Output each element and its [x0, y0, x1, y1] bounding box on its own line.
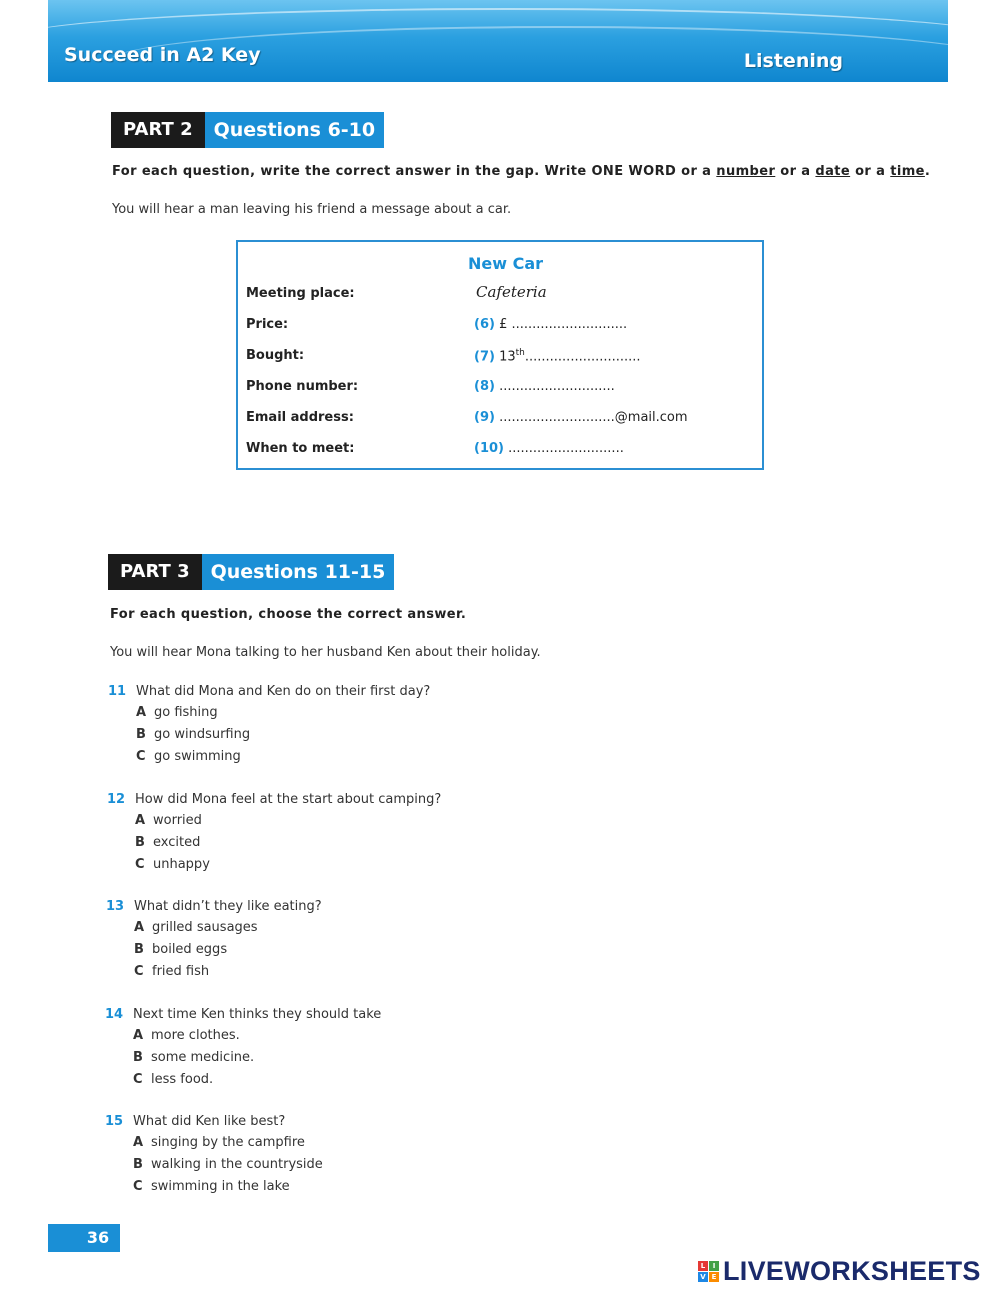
question-text: What didn’t they like eating?: [134, 899, 322, 914]
option-letter: B: [135, 835, 145, 850]
part3-intro: You will hear Mona talking to her husband Ken about their holiday.: [110, 645, 541, 660]
date-suffix: th: [515, 348, 525, 358]
part2-intro: You will hear a man leaving his friend a message about a car.: [112, 202, 512, 217]
option-b[interactable]: [134, 942, 227, 957]
gap-number: (9): [474, 410, 495, 425]
question-number: 13: [106, 899, 125, 914]
form-label: When to meet:: [246, 441, 355, 456]
option-text: grilled sausages: [152, 920, 258, 935]
form-title: New Car: [468, 254, 544, 273]
instruction-text: For each question, write the correct answer in the gap. Write ONE WORD or a: [112, 164, 712, 179]
question-text: What did Mona and Ken do on their first day?: [136, 684, 431, 699]
question-text: Next time Ken thinks they should take: [133, 1007, 382, 1022]
option-letter: C: [135, 857, 145, 872]
option-text: some medicine.: [151, 1050, 255, 1065]
gap-dots: ............................@mail.com: [499, 410, 688, 425]
answer-field-6[interactable]: [474, 317, 627, 332]
gap-dots: ............................: [508, 441, 624, 456]
option-b[interactable]: [136, 727, 250, 742]
gap-dots: £ ............................: [499, 317, 628, 332]
instruction-text: or a: [855, 164, 886, 179]
option-c[interactable]: [134, 964, 209, 979]
gap-dots: ............................: [499, 379, 615, 394]
logo-cell-e: E: [709, 1272, 719, 1282]
option-a[interactable]: [136, 705, 218, 720]
option-letter: B: [133, 1157, 143, 1172]
answer-field-7[interactable]: [474, 348, 641, 364]
option-text: go swimming: [154, 749, 241, 764]
part2-questions-label: Questions 6-10: [205, 112, 385, 148]
instruction-date: date: [815, 164, 851, 179]
form-row: [246, 348, 756, 372]
part3-label: PART 3: [108, 554, 202, 590]
option-text: more clothes.: [151, 1028, 240, 1043]
question-number: 14: [105, 1007, 124, 1022]
form-label: Meeting place:: [246, 286, 355, 301]
answer-field-8[interactable]: [474, 379, 615, 394]
gap-dots: ............................: [524, 349, 641, 365]
logo-cell-l: L: [698, 1261, 708, 1271]
section-title: Listening: [743, 50, 843, 72]
option-text: swimming in the lake: [151, 1179, 290, 1194]
form-label: Price:: [246, 317, 289, 332]
option-text: excited: [153, 835, 201, 850]
page-number: [48, 1224, 120, 1252]
gap-number: (10): [474, 441, 504, 456]
option-c[interactable]: [136, 749, 241, 764]
option-b[interactable]: [133, 1157, 323, 1172]
instruction-number: number: [716, 164, 776, 179]
option-letter: C: [133, 1072, 143, 1087]
form-label: Phone number:: [246, 379, 359, 394]
date-prefix: 13: [499, 349, 516, 365]
gap-number: (8): [474, 379, 495, 394]
option-a[interactable]: [135, 813, 202, 828]
question-number: 11: [108, 684, 127, 699]
option-letter: A: [136, 705, 147, 720]
page-number-text: 36: [86, 1228, 110, 1247]
book-title: Succeed in A2 Key: [64, 44, 261, 66]
brand-name: LIVEWORKSHEETS: [723, 1255, 981, 1286]
option-c[interactable]: [135, 857, 210, 872]
form-row: [246, 441, 756, 465]
option-text: walking in the countryside: [151, 1157, 323, 1172]
option-c[interactable]: [133, 1072, 213, 1087]
part2-instruction: [112, 164, 930, 179]
option-b[interactable]: [133, 1050, 254, 1065]
question-text: How did Mona feel at the start about camping?: [135, 792, 442, 807]
form-label: Bought:: [246, 348, 305, 363]
option-a[interactable]: [134, 920, 258, 935]
logo-cell-v: V: [698, 1272, 708, 1282]
answer-field-10[interactable]: [474, 441, 624, 456]
option-letter: C: [134, 964, 144, 979]
option-text: fried fish: [152, 964, 210, 979]
option-letter: A: [133, 1028, 144, 1043]
question-number: 15: [105, 1114, 124, 1129]
option-text: unhappy: [153, 857, 210, 872]
form-row: [246, 379, 756, 403]
question-number: 12: [107, 792, 126, 807]
option-text: go fishing: [154, 705, 218, 720]
option-text: worried: [153, 813, 202, 828]
form-row: [246, 410, 756, 434]
option-letter: A: [135, 813, 146, 828]
meeting-place-answer: Cafeteria: [476, 283, 547, 301]
option-text: boiled eggs: [152, 942, 228, 957]
option-letter: B: [136, 727, 146, 742]
question-text: What did Ken like best?: [133, 1114, 286, 1129]
gap-number: (6): [474, 317, 495, 332]
option-a[interactable]: [133, 1135, 305, 1150]
option-letter: C: [133, 1179, 143, 1194]
part3-questions-label: Questions 11-15: [202, 554, 395, 590]
logo-cell-i: I: [709, 1261, 719, 1271]
option-text: singing by the campfire: [151, 1135, 305, 1150]
option-text: go windsurfing: [154, 727, 251, 742]
part2-heading: [111, 112, 384, 148]
option-letter: B: [133, 1050, 143, 1065]
new-car-form: [236, 240, 764, 470]
instruction-text: or a: [780, 164, 811, 179]
form-label: Email address:: [246, 410, 354, 425]
option-a[interactable]: [133, 1028, 240, 1043]
option-letter: B: [134, 942, 144, 957]
form-row: [246, 283, 756, 310]
liveworksheets-icon: [698, 1261, 719, 1282]
instruction-time: time: [890, 164, 925, 179]
part3-instruction: For each question, choose the correct answer.: [110, 607, 467, 622]
liveworksheets-logo: [698, 1254, 981, 1288]
part3-heading: [108, 554, 394, 590]
part2-label: PART 2: [111, 112, 205, 148]
option-letter: A: [134, 920, 145, 935]
option-letter: C: [136, 749, 146, 764]
instruction-text: .: [924, 164, 931, 179]
answer-field-9[interactable]: [474, 410, 688, 425]
option-text: less food.: [151, 1072, 214, 1087]
option-c[interactable]: [133, 1179, 290, 1194]
gap-number: (7): [474, 349, 495, 365]
form-row: [246, 317, 756, 341]
option-b[interactable]: [135, 835, 200, 850]
option-letter: A: [133, 1135, 144, 1150]
